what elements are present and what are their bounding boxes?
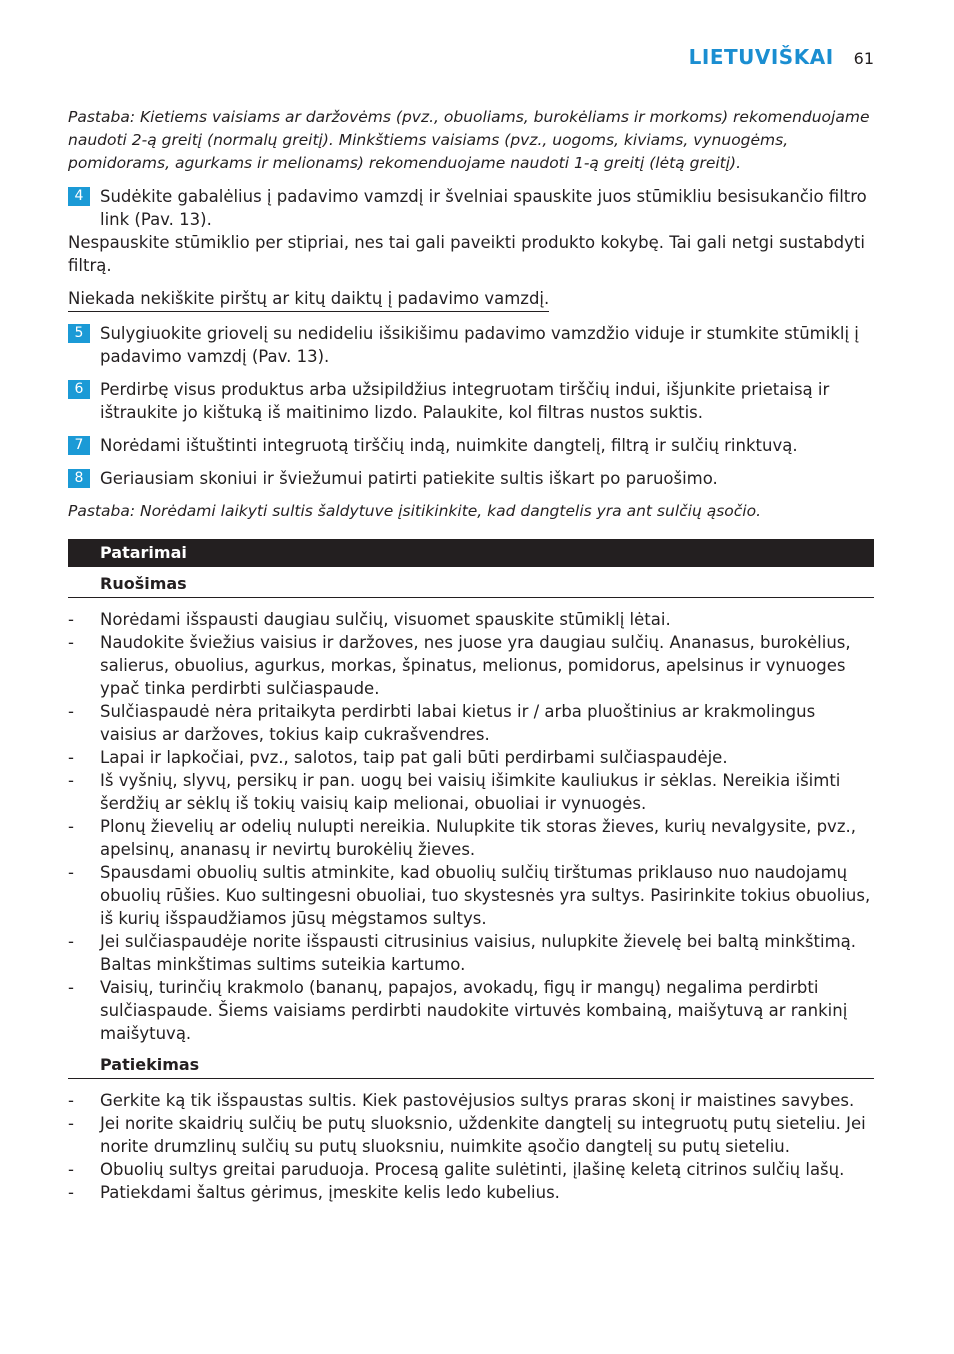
step-number-badge: 4 (68, 187, 90, 206)
step-5 (68, 322, 874, 368)
bullet-dash: - (68, 771, 74, 790)
list-item-text: Naudokite šviežius vaisius ir daržoves, nes juose yra daugiau sulčių. Ananasus, burokėlius, salierus, obuolius, agurkus, morkas, špinatus, melionus, pomidorus, apelsinus ir vynuoges ypač tinka perdirbti sulčiaspaude. (100, 633, 851, 698)
page-header (689, 46, 874, 70)
list-item-text: Patiekdami šaltus gėrimus, įmeskite kelis ledo kubelius. (100, 1183, 560, 1202)
bullet-dash: - (68, 978, 74, 997)
list-item (68, 861, 874, 930)
bullet-dash: - (68, 1114, 74, 1133)
list-item-text: Jei norite skaidrių sulčių be putų sluoksnio, uždenkite dangtelį su integruotų putų sieteliu. Jei norite drumzlinų sulčių su putų sluoksniu, nuimkite ąsočio dangtelį su putų sieteliu. (100, 1114, 866, 1156)
list-item-text: Plonų žievelių ar odelių nulupti nereikia. Nulupkite tik storas žieves, kurių nevalgysite, pvz., apelsinų, ananasų ir nevirtų burokėlių žieves. (100, 817, 856, 859)
step-number-badge: 7 (68, 436, 90, 455)
bullet-dash: - (68, 702, 74, 721)
step-text: Sulygiuokite griovelį su nedideliu išsikišimu padavimo vamzdžio viduje ir stumkite stūmiklį į padavimo vamzdį (Pav. 13). (100, 324, 859, 366)
serving-tips-list (68, 1089, 874, 1204)
list-item (68, 930, 874, 976)
step-8 (68, 467, 874, 490)
list-item (68, 631, 874, 700)
step-4 (68, 185, 874, 231)
step-text: Norėdami ištuštinti integruotą tirščių indą, nuimkite dangtelį, filtrą ir sulčių rinktuvą. (100, 436, 798, 455)
note-speed: Pastaba: Kietiems vaisiams ar daržovėms (pvz., obuoliams, burokėliams ir morkoms) rekomenduojame naudoti 2-ą greitį (normalų greitį). Minkštiems vaisiams (pvz., uogoms, kiviams, vynuogėms, pomidorams, agurkams ir melionams) rekomenduojame naudoti 1-ą greitį (lėtą greitį). (68, 108, 870, 172)
subsection-heading-preparation: Ruošimas (68, 574, 874, 598)
list-item-text: Norėdami išspausti daugiau sulčių, visuomet spauskite stūmiklį lėtai. (100, 610, 671, 629)
list-item (68, 815, 874, 861)
preparation-tips-list (68, 608, 874, 1045)
list-item-text: Spausdami obuolių sultis atminkite, kad obuolių sulčių tirštumas priklauso nuo naudojamų obuolių rūšies. Kuo sultingesni obuoliai, tuo skystesnės yra sultys. Pasirinkite tokius obuolius, iš kurių išspaudžiamos jūsų mėgstamos sultys. (100, 863, 871, 928)
list-item (68, 1089, 874, 1112)
list-item-text: Jei sulčiaspaudėje norite išspausti citrusinius vaisius, nulupkite žievelę bei baltą minkštimą. Baltas minkštimas sultims suteikia kartumo. (100, 932, 856, 974)
bullet-dash: - (68, 610, 74, 629)
list-item (68, 746, 874, 769)
list-item-text: Sulčiaspaudė nėra pritaikyta perdirbti labai kietus ir / arba pluoštinius ar krakmolingus vaisius ar daržoves, tokius kaip cukrašvendres. (100, 702, 816, 744)
list-item (68, 608, 874, 631)
step-text: Perdirbę visus produktus arba užsipildžius integruotam tirščių indui, išjunkite prietaisą ir ištraukite jo kištuką iš maitinimo lizdo. Palaukite, kol filtras nustos suktis. (100, 380, 830, 422)
list-item-text: Gerkite ką tik išspaustas sultis. Kiek pastovėjusios sultys praras skonį ir maistines savybes. (100, 1091, 855, 1110)
page-number: 61 (853, 49, 874, 68)
subsection-heading-serving: Patiekimas (68, 1055, 874, 1079)
list-item (68, 976, 874, 1045)
bullet-dash: - (68, 932, 74, 951)
warning-text: Niekada nekiškite pirštų ar kitų daiktų į padavimo vamzdį. (68, 287, 549, 312)
list-item (68, 769, 874, 815)
list-item-text: Lapai ir lapkočiai, pvz., salotos, taip pat gali būti perdirbami sulčiaspaudėje. (100, 748, 728, 767)
step-number-badge: 6 (68, 380, 90, 399)
section-title-bar: Patarimai (68, 539, 874, 567)
step-7 (68, 434, 874, 457)
list-item (68, 1112, 874, 1158)
step-text: Geriausiam skoniui ir šviežumui patirti patiekite sultis iškart po paruošimo. (100, 469, 718, 488)
bullet-dash: - (68, 817, 74, 836)
step-number-badge: 5 (68, 324, 90, 343)
page-content (68, 106, 874, 1204)
bullet-dash: - (68, 748, 74, 767)
list-item-text: Iš vyšnių, slyvų, persikų ir pan. uogų bei vaisių išimkite kauliukus ir sėklas. Nereikia išimti šerdžių ar sėklų iš tokių vaisių kaip melionai, obuoliai ir vynuogės. (100, 771, 841, 813)
step-text: Sudėkite gabalėlius į padavimo vamzdį ir švelniai spauskite juos stūmikliu besisukančio filtro link (Pav. 13). (100, 187, 867, 229)
list-item-text: Vaisių, turinčių krakmolo (bananų, papajos, avokadų, figų ir mangų) negalima perdirbti sulčiaspaude. Šiems vaisiams perdirbti naudokite virtuvės kombainą, maišytuvą ar rankinį maišytuvą. (100, 978, 848, 1043)
bullet-dash: - (68, 1091, 74, 1110)
language-heading: LIETUVIŠKAI (688, 45, 834, 69)
note-storage: Pastaba: Norėdami laikyti sultis šaldytuve įsitikinkite, kad dangtelis yra ant sulčių ąsočio. (68, 502, 762, 520)
list-item-text: Obuolių sultys greitai paruduoja. Procesą galite sulėtinti, įlašinę keletą citrinos sulčių lašų. (100, 1160, 845, 1179)
list-item (68, 1181, 874, 1204)
list-item (68, 1158, 874, 1181)
bullet-dash: - (68, 1160, 74, 1179)
step-4-caution: Nespauskite stūmiklio per stipriai, nes tai gali paveikti produkto kokybę. Tai gali netgi sustabdyti filtrą. (68, 233, 865, 275)
bullet-dash: - (68, 863, 74, 882)
step-number-badge: 8 (68, 469, 90, 488)
bullet-dash: - (68, 1183, 74, 1202)
bullet-dash: - (68, 633, 74, 652)
step-6 (68, 378, 874, 424)
list-item (68, 700, 874, 746)
